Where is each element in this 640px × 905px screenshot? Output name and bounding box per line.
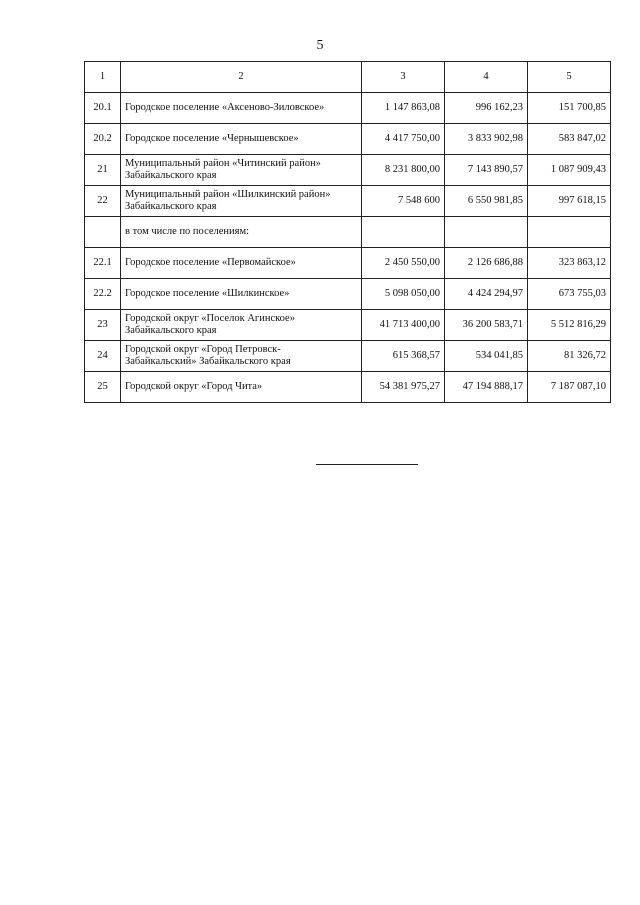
name-line: Городской округ «Город Петровск- xyxy=(125,344,281,355)
row-number: 22.1 xyxy=(85,248,121,279)
municipality-name xyxy=(121,155,362,186)
table-row xyxy=(85,341,611,372)
column-5-value: 5 512 816,29 xyxy=(528,310,611,341)
column-4-value: 6 550 981,85 xyxy=(445,186,528,217)
row-number: 20.2 xyxy=(85,124,121,155)
row-number: 23 xyxy=(85,310,121,341)
row-number: 21 xyxy=(85,155,121,186)
table-row xyxy=(85,155,611,186)
municipality-name xyxy=(121,372,362,403)
column-3-value: 54 381 975,27 xyxy=(362,372,445,403)
column-4-value xyxy=(445,217,528,248)
table-row xyxy=(85,186,611,217)
name-line: Муниципальный район «Читинский район» xyxy=(125,158,321,169)
column-3-value xyxy=(362,217,445,248)
municipality-name xyxy=(121,217,362,248)
row-number: 24 xyxy=(85,341,121,372)
column-4-value: 7 143 890,57 xyxy=(445,155,528,186)
budget-table xyxy=(84,61,611,403)
column-header: 3 xyxy=(362,62,445,93)
name-line: Городской округ «Город Чита» xyxy=(125,381,263,392)
name-line: Забайкальского края xyxy=(125,325,217,336)
row-number: 25 xyxy=(85,372,121,403)
column-header: 2 xyxy=(121,62,362,93)
row-number: 22.2 xyxy=(85,279,121,310)
name-line: Муниципальный район «Шилкинский район» xyxy=(125,189,331,200)
municipality-name xyxy=(121,124,362,155)
column-3-value: 4 417 750,00 xyxy=(362,124,445,155)
column-4-value: 47 194 888,17 xyxy=(445,372,528,403)
column-5-value: 151 700,85 xyxy=(528,93,611,124)
row-number: 22 xyxy=(85,186,121,217)
column-3-value: 1 147 863,08 xyxy=(362,93,445,124)
column-5-value: 81 326,72 xyxy=(528,341,611,372)
column-5-value: 583 847,02 xyxy=(528,124,611,155)
column-5-value: 323 863,12 xyxy=(528,248,611,279)
name-line: Забайкальский» Забайкальского края xyxy=(125,356,291,367)
column-5-value: 997 618,15 xyxy=(528,186,611,217)
name-line: Городское поселение «Чернышевское» xyxy=(125,133,299,144)
table-row xyxy=(85,217,611,248)
table-row xyxy=(85,310,611,341)
column-header: 5 xyxy=(528,62,611,93)
municipality-name xyxy=(121,186,362,217)
column-3-value: 615 368,57 xyxy=(362,341,445,372)
column-4-value: 36 200 583,71 xyxy=(445,310,528,341)
row-number: 20.1 xyxy=(85,93,121,124)
municipality-name xyxy=(121,279,362,310)
column-4-value: 2 126 686,88 xyxy=(445,248,528,279)
page-number: 5 xyxy=(316,38,324,53)
column-3-value: 8 231 800,00 xyxy=(362,155,445,186)
table-row xyxy=(85,124,611,155)
column-5-value: 7 187 087,10 xyxy=(528,372,611,403)
name-line: в том числе по поселениям: xyxy=(125,226,250,237)
closing-rule xyxy=(316,464,418,465)
table-row xyxy=(85,93,611,124)
column-4-value: 4 424 294,97 xyxy=(445,279,528,310)
column-5-value: 1 087 909,43 xyxy=(528,155,611,186)
municipality-name xyxy=(121,310,362,341)
column-4-value: 996 162,23 xyxy=(445,93,528,124)
column-header: 4 xyxy=(445,62,528,93)
name-line: Городское поселение «Аксеново-Зиловское» xyxy=(125,102,325,113)
name-line: Городской округ «Поселок Агинское» xyxy=(125,313,295,324)
column-5-value: 673 755,03 xyxy=(528,279,611,310)
name-line: Забайкальского края xyxy=(125,201,217,212)
column-3-value: 41 713 400,00 xyxy=(362,310,445,341)
column-4-value: 534 041,85 xyxy=(445,341,528,372)
municipality-name xyxy=(121,93,362,124)
municipality-name xyxy=(121,341,362,372)
name-line: Городское поселение «Шилкинское» xyxy=(125,288,290,299)
column-3-value: 5 098 050,00 xyxy=(362,279,445,310)
table-row xyxy=(85,248,611,279)
column-4-value: 3 833 902,98 xyxy=(445,124,528,155)
column-5-value xyxy=(528,217,611,248)
name-line: Забайкальского края xyxy=(125,170,217,181)
column-3-value: 7 548 600 xyxy=(362,186,445,217)
row-number xyxy=(85,217,121,248)
table-row xyxy=(85,279,611,310)
name-line: Городское поселение «Первомайское» xyxy=(125,257,296,268)
column-header: 1 xyxy=(85,62,121,93)
table-row xyxy=(85,372,611,403)
column-3-value: 2 450 550,00 xyxy=(362,248,445,279)
table-header-row xyxy=(85,62,611,93)
municipality-name xyxy=(121,248,362,279)
